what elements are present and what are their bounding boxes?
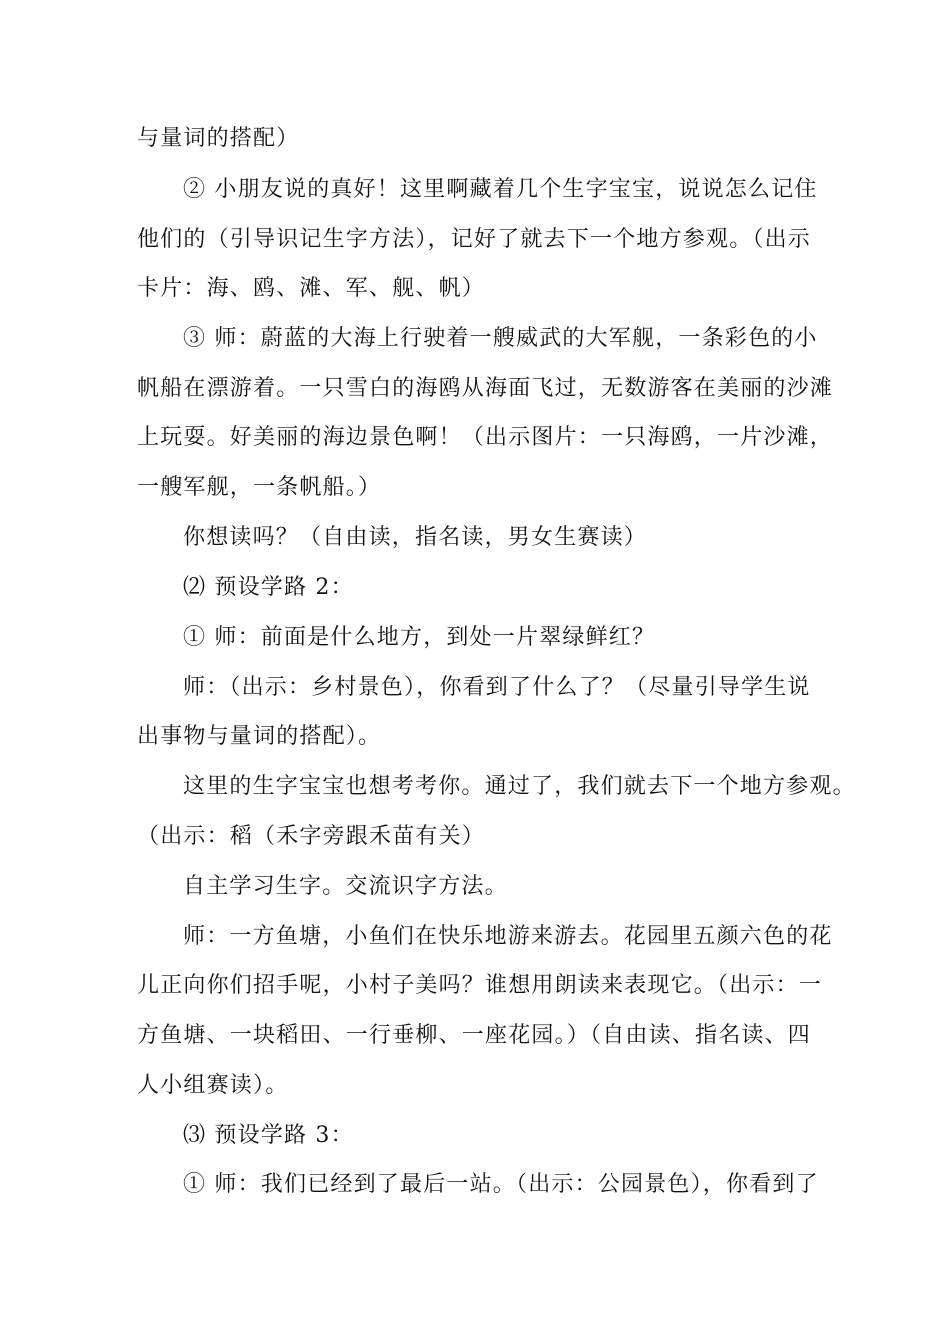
text-line: 他们的（引导识记生字方法），记好了就去下一个地方参观。（出示 bbox=[137, 227, 812, 252]
text-line: 一艘军舰，一条帆船。） bbox=[137, 475, 382, 500]
text-line: 方鱼塘、一块稻田、一行垂柳、一座花园。）（自由读、指名读、四 bbox=[137, 1023, 812, 1048]
text-line: ② 小朋友说的真好！这里啊藏着几个生字宝宝，说说怎么记住 bbox=[183, 177, 818, 202]
text-line: 自主学习生字。交流识字方法。 bbox=[183, 874, 508, 899]
text-line: 师：一方鱼塘，小鱼们在快乐地游来游去。花园里五颜六色的花 bbox=[183, 924, 833, 949]
text-line: ③ 师：蔚蓝的大海上行驶着一艘威武的大军舰，一条彩色的小 bbox=[183, 326, 818, 351]
text-line: 师：（出示：乡村景色），你看到了什么了？（尽量引导学生说 bbox=[183, 675, 811, 700]
text-line: 卡片：海、鸥、滩、军、舰、帆） bbox=[137, 276, 486, 301]
text-line: 上玩耍。好美丽的海边景色啊！（出示图片：一只海鸥，一片沙滩， bbox=[137, 425, 834, 450]
text-line: 帆船在漂游着。一只雪白的海鸥从海面飞过，无数游客在美丽的沙滩 bbox=[137, 376, 834, 401]
text-line: 儿正向你们招手呢，小村子美吗？谁想用朗读来表现它。（出示：一 bbox=[137, 973, 823, 998]
text-line: 你想读吗？（自由读，指名读，男女生赛读） bbox=[183, 525, 648, 550]
section-heading: ⑶ 预设学路 3： bbox=[183, 1123, 354, 1148]
text-line: 人小组赛读）。 bbox=[137, 1073, 289, 1098]
text-line: （出示：稻（禾字旁跟禾苗有关） bbox=[137, 824, 486, 849]
section-heading: ⑵ 预设学路 2： bbox=[183, 575, 354, 600]
text-line: 出事物与量词的搭配）。 bbox=[137, 724, 382, 749]
text-line: 这里的生字宝宝也想考考你。通过了，我们就去下一个地方参观。 bbox=[183, 774, 856, 799]
text-line: 与量词的搭配） bbox=[137, 126, 300, 151]
text-line: ① 师：前面是什么地方，到处一片翠绿鲜红？ bbox=[183, 625, 656, 650]
text-line: ① 师：我们已经到了最后一站。（出示：公园景色），你看到了 bbox=[183, 1172, 819, 1197]
